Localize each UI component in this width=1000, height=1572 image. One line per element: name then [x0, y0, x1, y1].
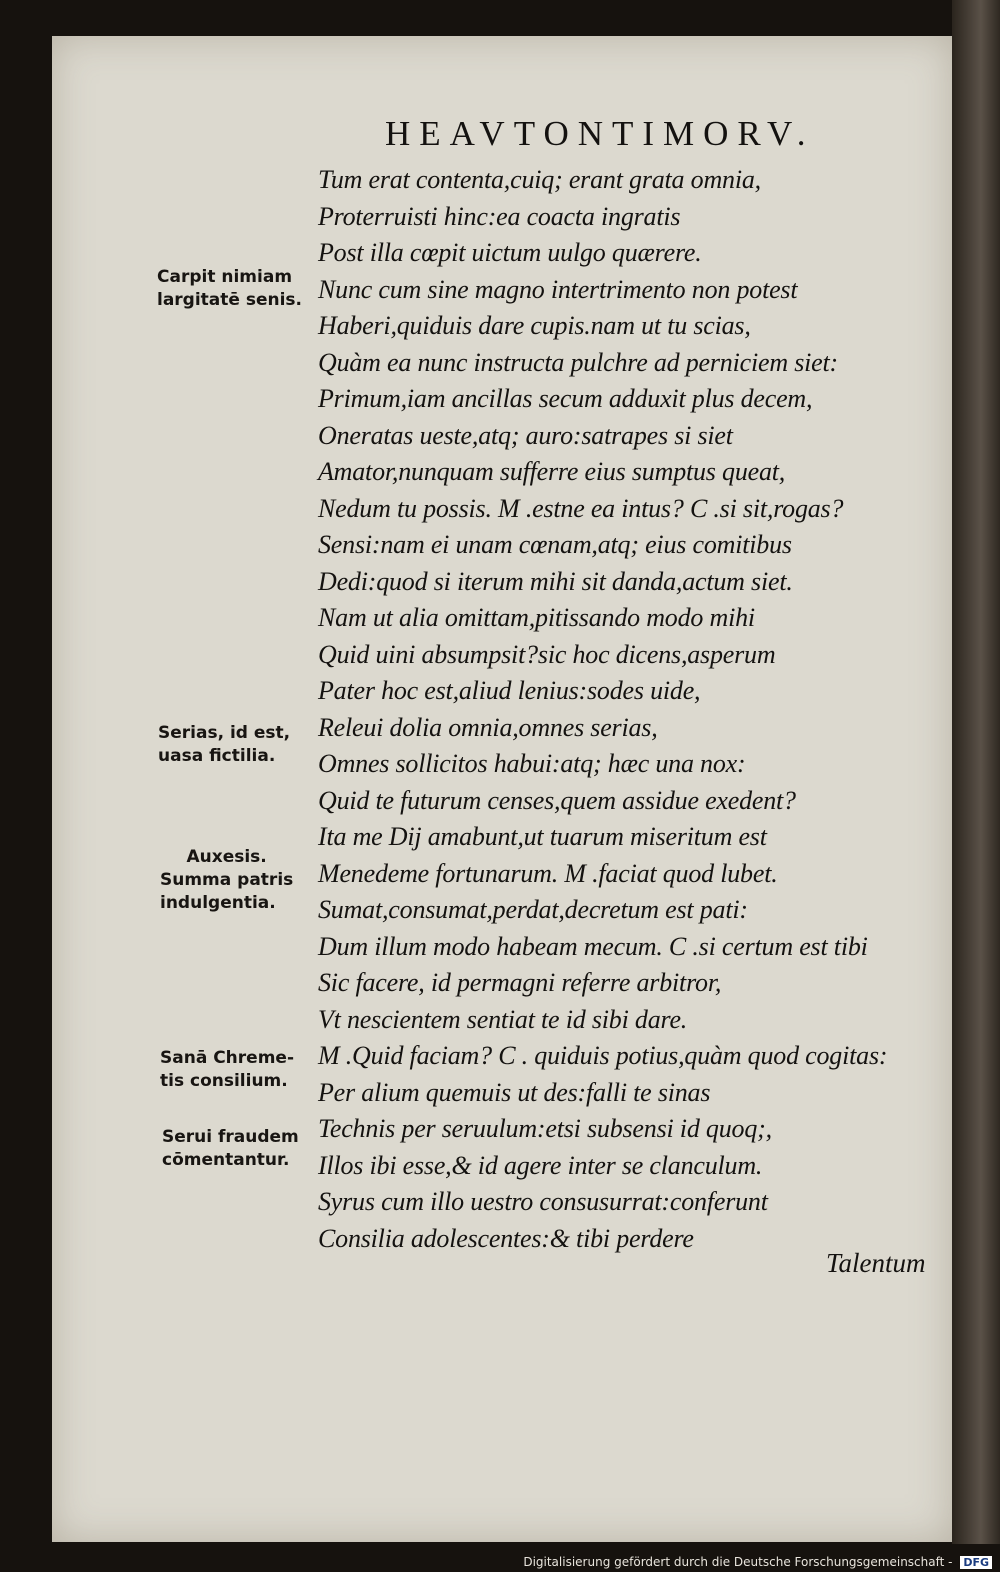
verse-line: Quàm ea nunc instructa pulchre ad perniciem siet:	[318, 347, 838, 377]
verse-line: Quid uini absumpsit?sic hoc dicens,asperum	[318, 639, 776, 669]
verse-line: Illos ibi esse,& id agere inter se clanculum.	[318, 1150, 763, 1180]
margin-note-line: cōmentantur.	[162, 1150, 290, 1170]
verse-line: Primum,iam ancillas secum adduxit plus decem,	[318, 384, 813, 413]
verse-line: Sumat,consumat,perdat,decretum est pati:	[318, 895, 748, 924]
verse-line: Nam ut alia omittam,pitissando modo mihi	[318, 603, 755, 632]
verse-line: Ita me Dij amabunt,ut tuarum miseritum est	[318, 822, 767, 851]
margin-note-line: uasa fictilia.	[158, 746, 276, 766]
verse-line: Per alium quemuis ut des:falli te sinas	[318, 1077, 711, 1107]
digitization-credit	[523, 1555, 992, 1569]
book-spine	[952, 0, 1000, 1544]
verse-line: Menedeme fortunarum. M .faciat quod lubet.	[318, 858, 778, 888]
margin-note-serias	[158, 722, 290, 768]
running-head: HEAVTONTIMORV.	[385, 114, 815, 153]
verse-line: Nedum tu possis. M .estne ea intus? C .si sit,rogas?	[318, 493, 844, 523]
catchword: Talentum	[826, 1248, 926, 1278]
verse-line: Oneratas ueste,atq; auro:satrapes si siet	[318, 420, 733, 450]
verse-line: Haberi,quiduis dare cupis.nam ut tu scias,	[318, 311, 751, 340]
verse-text	[318, 162, 943, 1257]
verse-line: Sic facere, id permagni referre arbitror,	[318, 968, 722, 997]
verse-line: Pater hoc est,aliud lenius:sodes uide,	[318, 676, 701, 705]
verse-line: Omnes sollicitos habui:atq; hæc una nox:	[318, 749, 746, 778]
verse-line: Consilia adolescentes:& tibi perdere	[318, 1223, 694, 1253]
verse-line: Dum illum modo habeam mecum. C .si certum est tibi	[318, 931, 868, 961]
margin-note-line: Carpit nimiam	[157, 267, 293, 287]
margin-note-auxesis	[160, 846, 293, 915]
verse-line: Syrus cum illo uestro consusurrat:conferunt	[318, 1187, 768, 1216]
margin-note-carpit	[157, 266, 302, 312]
verse-line: Quid te futurum censes,quem assidue exedent?	[318, 785, 796, 815]
verse-line: M .Quid faciam? C . quiduis potius,quàm quod cogitas:	[318, 1041, 888, 1070]
verse-line: Proterruisti hinc:ea coacta ingratis	[318, 201, 681, 231]
verse-line: Post illa cœpit uictum uulgo quærere.	[318, 238, 702, 267]
dfg-logo: DFG	[960, 1556, 992, 1569]
verse-line: Dedi:quod si iterum mihi sit danda,actum siet.	[318, 566, 793, 596]
credit-text: Digitalisierung gefördert durch die Deutsche Forschungsgemeinschaft -	[523, 1555, 953, 1569]
verse-line: Nunc cum sine magno intertrimento non potest	[318, 274, 798, 304]
margin-note-line: tis consilium.	[160, 1071, 288, 1091]
margin-note-line: Sanā Chreme-	[160, 1048, 294, 1068]
margin-note-line: Auxesis.	[186, 847, 267, 867]
verse-line: Sensi:nam ei unam cœnam,atq; eius comitibus	[318, 530, 792, 559]
verse-line: Releui dolia omnia,omnes serias,	[318, 712, 658, 742]
margin-note-serui	[162, 1126, 299, 1172]
verse-line: Vt nescientem sentiat te id sibi dare.	[318, 1004, 688, 1034]
verse-line: Amator,nunquam sufferre eius sumptus queat,	[318, 457, 786, 486]
verse-line: Tum erat contenta,cuiq; erant grata omnia,	[318, 165, 761, 194]
margin-note-line: Serias, id est,	[158, 723, 291, 743]
margin-note-line: Summa patris	[160, 870, 294, 890]
margin-note-line: Serui fraudem	[162, 1127, 299, 1147]
margin-note-chremetis	[160, 1047, 294, 1093]
margin-note-line: largitatē senis.	[157, 290, 303, 310]
verse-line: Technis per seruulum:etsi subsensi id quoq;,	[318, 1114, 772, 1143]
margin-note-line: indulgentia.	[160, 893, 276, 913]
